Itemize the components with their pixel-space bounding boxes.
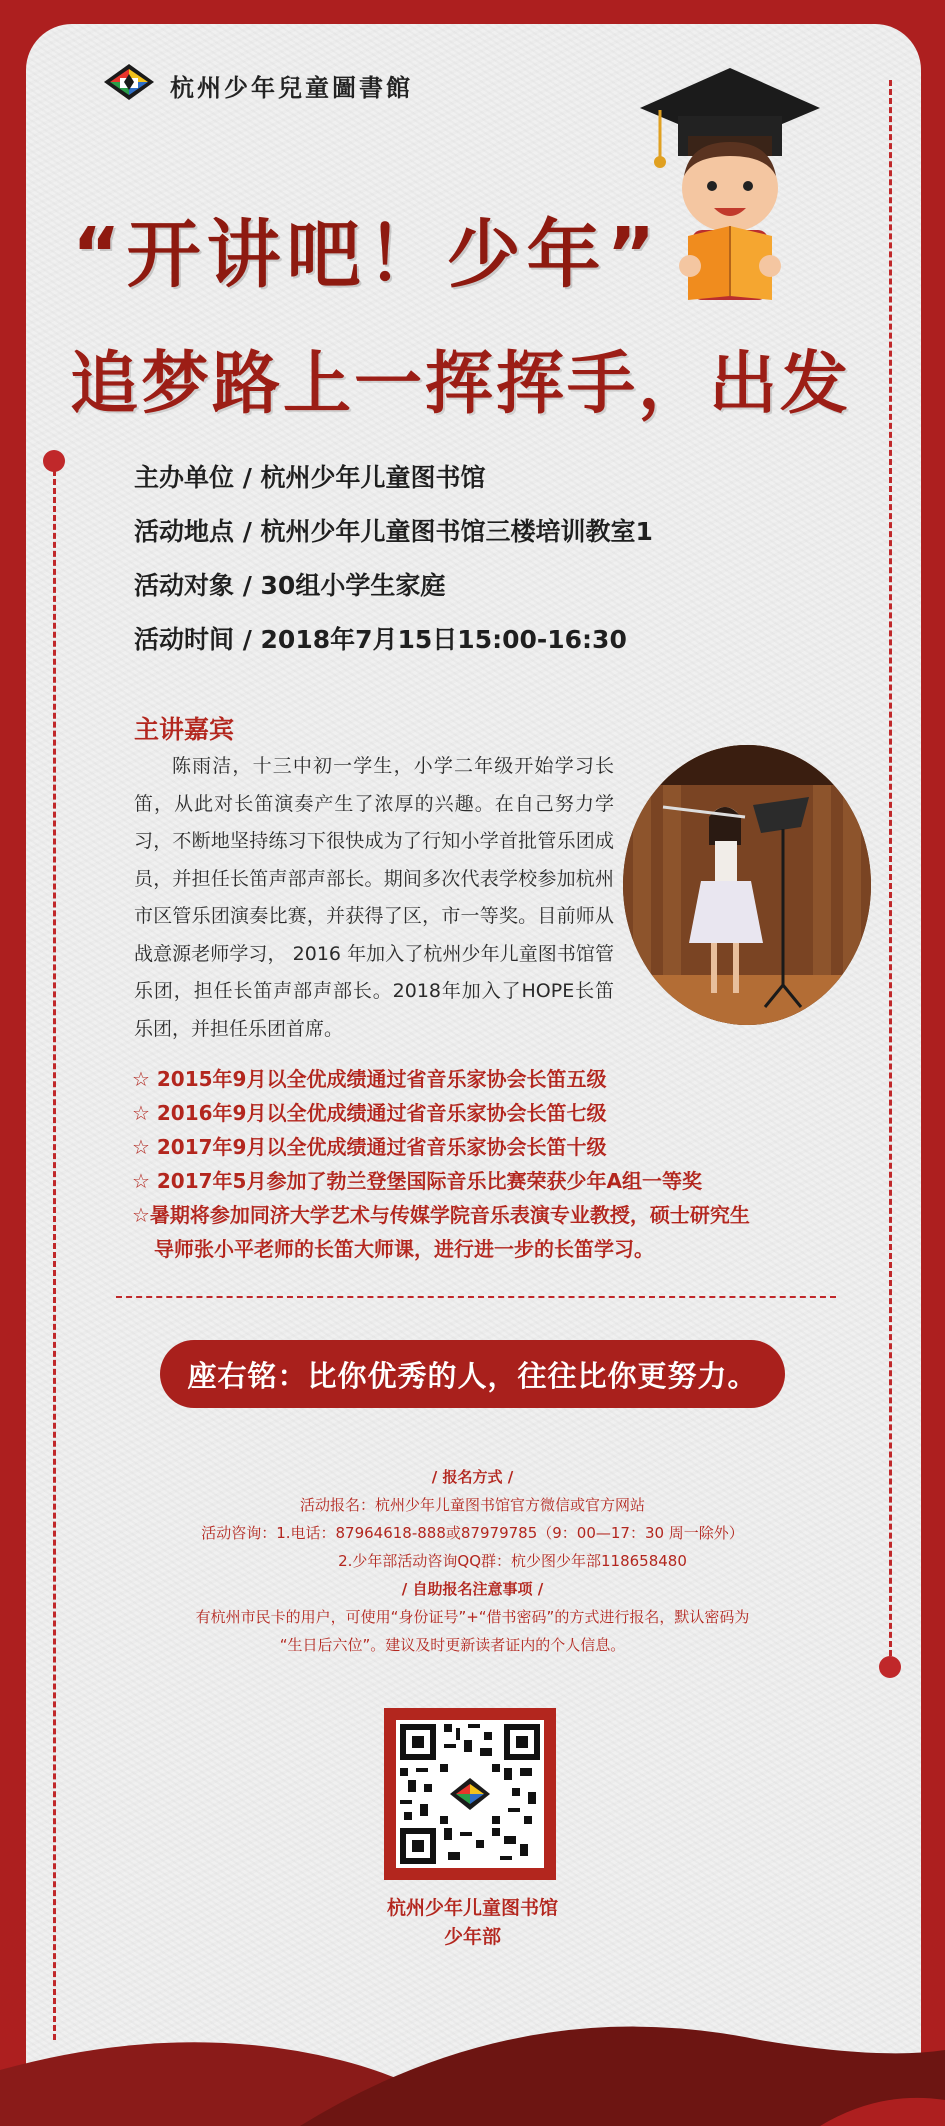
- qr-code-frame: [384, 1708, 556, 1880]
- info-time: 活动时间 / 2018年7月15日15:00-16:30: [134, 625, 627, 654]
- main-title: “开讲吧！少年”: [72, 212, 662, 298]
- right-dot: [879, 1656, 901, 1678]
- library-logo: [100, 60, 413, 110]
- library-logo-icon: [100, 60, 158, 110]
- guest-bio: 陈雨洁，十三中初一学生，小学二年级开始学习长笛，从此对长笛演奏产生了浓厚的兴趣。在自己努力学习，不断地坚持练习下很快成为了行知小学首批管乐团成员，并担任长笛声部声部长。期间多次代表学校参加杭州市区管乐团演奏比赛，并获得了区，市一等奖。目前师从战意源老师学习， 2016 年加入了杭州少年儿童图书馆管乐团，担任长笛声部声部长。2018年加入了HOPE长笛乐团，并担任乐团首席。: [134, 755, 614, 1040]
- flute-player-photo: [623, 745, 871, 1025]
- left-dashed-line: [53, 470, 56, 2040]
- notice-line: “生日后六位”。建议及时更新读者证内的个人信息。: [279, 1636, 626, 1654]
- achievement-item: ☆ 2017年5月参加了勃兰登堡国际音乐比赛荣获少年A组一等奖: [132, 1169, 702, 1193]
- registration-line: 活动咨询：1.电话：87964618-888或87979785（9：00—17：30 周一除外）: [201, 1524, 744, 1542]
- registration-heading: / 报名方式 /: [431, 1468, 514, 1486]
- registration-line: 活动报名：杭州少年儿童图书馆官方微信或官方网站: [299, 1496, 645, 1514]
- library-logo-text: 杭州少年兒童圖書館: [170, 72, 413, 102]
- guest-heading: 主讲嘉宾: [134, 715, 235, 744]
- achievement-item: 导师张小平老师的长笛大师课，进行进一步的长笛学习。: [154, 1237, 654, 1261]
- qr-code-icon: [396, 1720, 544, 1868]
- right-dashed-line: [889, 80, 892, 1665]
- subtitle: 追梦路上一挥挥手，出发: [70, 345, 852, 424]
- footer-library-name: 杭州少年儿童图书馆: [386, 1897, 558, 1919]
- left-dot: [43, 450, 65, 472]
- info-audience: 活动对象 / 30组小学生家庭: [134, 571, 446, 600]
- notice-line: 有杭州市民卡的用户，可使用“身份证号”+“借书密码”的方式进行报名，默认密码为: [195, 1608, 750, 1626]
- info-location: 活动地点 / 杭州少年儿童图书馆三楼培训教室1: [134, 517, 653, 546]
- achievement-item: ☆ 2016年9月以全优成绩通过省音乐家协会长笛七级: [132, 1101, 607, 1125]
- info-organizer: 主办单位 / 杭州少年儿童图书馆: [134, 463, 486, 492]
- footer-department: 少年部: [443, 1926, 501, 1948]
- achievement-item: ☆ 2017年9月以全优成绩通过省音乐家协会长笛十级: [132, 1135, 607, 1159]
- registration-line: 2.少年部活动咨询QQ群：杭少图少年部118658480: [338, 1552, 687, 1570]
- notice-heading: / 自助报名注意事项 /: [401, 1580, 544, 1598]
- motto-banner: 座右铭：比你优秀的人，往往比你更努力。: [160, 1340, 785, 1408]
- section-divider: [116, 1296, 836, 1298]
- achievement-item: ☆ 2015年9月以全优成绩通过省音乐家协会长笛五级: [132, 1067, 607, 1091]
- achievement-item: ☆暑期将参加同济大学艺术与传媒学院音乐表演专业教授，硕士研究生: [132, 1203, 750, 1227]
